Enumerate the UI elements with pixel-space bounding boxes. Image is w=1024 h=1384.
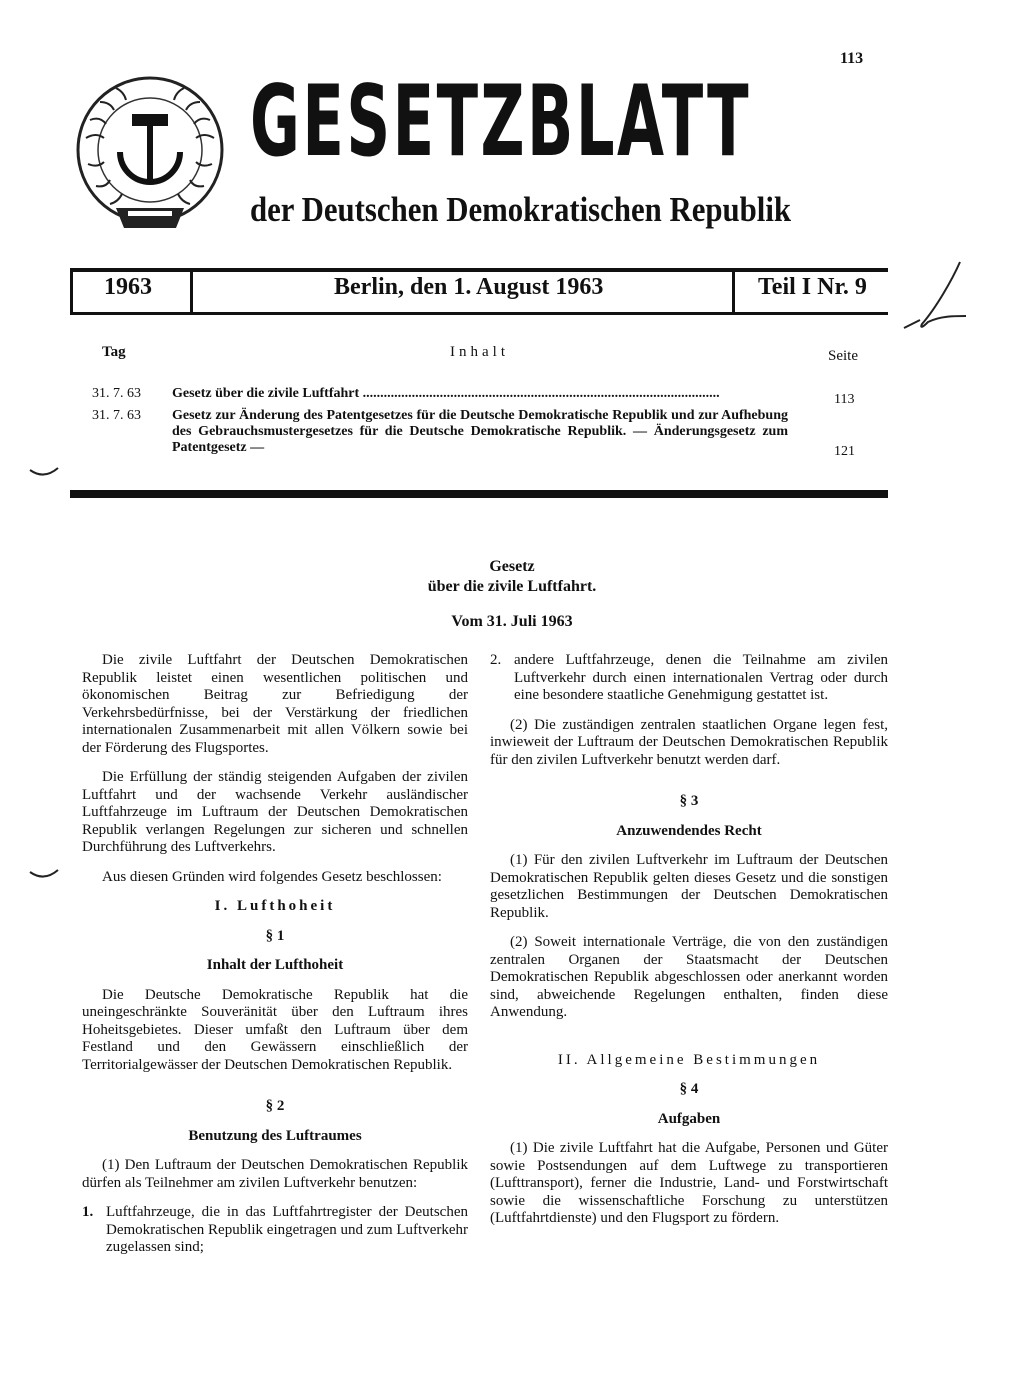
section-title: Aufgaben	[657, 1110, 721, 1127]
preamble-paragraph: Aus diesen Gründen wird folgendes Gesetz beschlossen:	[102, 868, 442, 885]
section-number: § 4	[679, 1081, 699, 1097]
page-number: 113	[840, 50, 864, 67]
law-date: Vom 31. Juli 1963	[451, 613, 573, 630]
section-paragraph: Die Deutsche Demokratische Republik hat die uneingeschränkte Souveränität über den Luftraum ihres Hoheitsgebietes. Dieser umfaßt den Luftraum über dem Festland und den Gewässern einschließlich der Territorialgewässer der Deutschen Demokratischen Republik.	[82, 986, 468, 1073]
section-number: § 1	[265, 927, 285, 944]
section-paragraph: (1) Für den zivilen Luftverkehr im Luftraum der Deutschen Demokratischen Republik gelten dieses Gesetz und die sonstigen gesetzlichen Bestimmungen der Deutschen Demokratischen Republik.	[490, 852, 888, 921]
masthead-title: GESETZBLATT	[250, 65, 752, 179]
list-item: 2. andere Luftfahrzeuge, denen die Teilnahme am zivilen Luftverkehr durch einen internationalen Vertrag oder durch eine besondere staatliche Genehmigung gestattet ist.	[490, 652, 888, 703]
masthead-subtitle: der Deutschen Demokratischen Republik	[250, 190, 792, 229]
section-number: § 3	[679, 793, 699, 809]
section-paragraph: (1) Den Luftraum der Deutschen Demokratischen Republik dürfen als Teilnehmer am zivilen Luftverkehr benutzen:	[82, 1157, 468, 1191]
part-heading: II. Allgemeine Bestimmungen	[557, 1051, 821, 1068]
right-column	[490, 652, 888, 1240]
scan-mark	[28, 868, 64, 882]
issue-place-date: Berlin, den 1. August 1963	[334, 274, 604, 300]
issue-year: 1963	[104, 274, 152, 300]
gdr-state-emblem-icon	[72, 68, 228, 240]
table-of-contents: Tag Inhalt Seite 31. 7. 63 Gesetz über die zivile Luftfahrt ...................................................................................................... 113 31. 7. 63 Gesetz zur Änderung des Patentgesetzes für die Deutsche Demokratische Republik und zur Aufhebung des Gebrauchsmustergesetzes für die Deutsche Demokratische Republik. — Änderungsgesetz zum Patentgesetz — 121	[92, 344, 858, 459]
preamble-paragraph: Die zivile Luftfahrt der Deutschen Demokratischen Republik leistet einen wesentlichen politischen und ökonomischen Beitrag zur Befriedigung der Verkehrsbedürfnisse, bei der Verstärkung der friedlichen internationalen Zusammenarbeit mit allen Völkern sowie bei der Förderung des Flugsportes.	[82, 652, 468, 756]
law-subheading: über die zivile Luftfahrt.	[427, 578, 597, 595]
issue-bar	[70, 268, 888, 316]
toc-col-page: Seite	[828, 348, 858, 364]
left-column	[82, 652, 468, 1269]
handwritten-mark	[900, 258, 972, 334]
section-number: § 2	[265, 1098, 285, 1114]
toc-col-day: Tag	[102, 344, 126, 360]
section-title: Inhalt der Lufthoheit	[206, 957, 344, 973]
issue-number: Teil I Nr. 9	[758, 274, 867, 300]
list-item: 1. Luftfahrzeuge, die in das Luftfahrtregister der Deutschen Demokratischen Republik eingetragen und zum Luftverkehr zugelassen sind;	[82, 1204, 468, 1255]
toc-col-title: Inhalt	[450, 344, 509, 360]
section-paragraph: (2) Soweit internationale Verträge, die von den zuständigen zentralen Organen der Staatsmacht der Deutschen Demokratischen Republik abgeschlossen oder anerkannt worden sind, abweichende Regelungen enthalten, finden diese Anwendung.	[490, 934, 888, 1020]
section-title: Anzuwendendes Recht	[616, 822, 762, 839]
contents-divider	[70, 490, 888, 498]
section-paragraph: (2) Die zuständigen zentralen staatlichen Organe legen fest, inwieweit der Luftraum der Deutschen Demokratischen Republik für den zivilen Luftverkehr benutzt werden darf.	[490, 716, 888, 768]
law-heading: Gesetz	[489, 558, 535, 575]
preamble-paragraph: Die Erfüllung der ständig steigenden Aufgaben der zivilen Luftfahrt und der wachsende Verkehr ausländischer Luftfahrzeuge im Luftraum der Deutschen Demokratischen Republik verlangen Regelungen zur sicheren und schnellen Durchführung des Luftverkehrs.	[82, 769, 468, 855]
scan-mark	[28, 466, 64, 480]
section-title: Benutzung des Luftraumes	[188, 1127, 362, 1144]
part-heading: I. Lufthoheit	[214, 898, 336, 914]
section-paragraph: (1) Die zivile Luftfahrt hat die Aufgabe, Personen und Güter sowie Postsendungen auf dem Luftwege zu transportieren (Lufttransport), ferner die Industrie, Land- und Forstwirtschaft sowie die wissenschaftliche Forschung zu unterstützen (Luftfahrtdienste) und den Flugsport zu fördern.	[490, 1140, 888, 1226]
